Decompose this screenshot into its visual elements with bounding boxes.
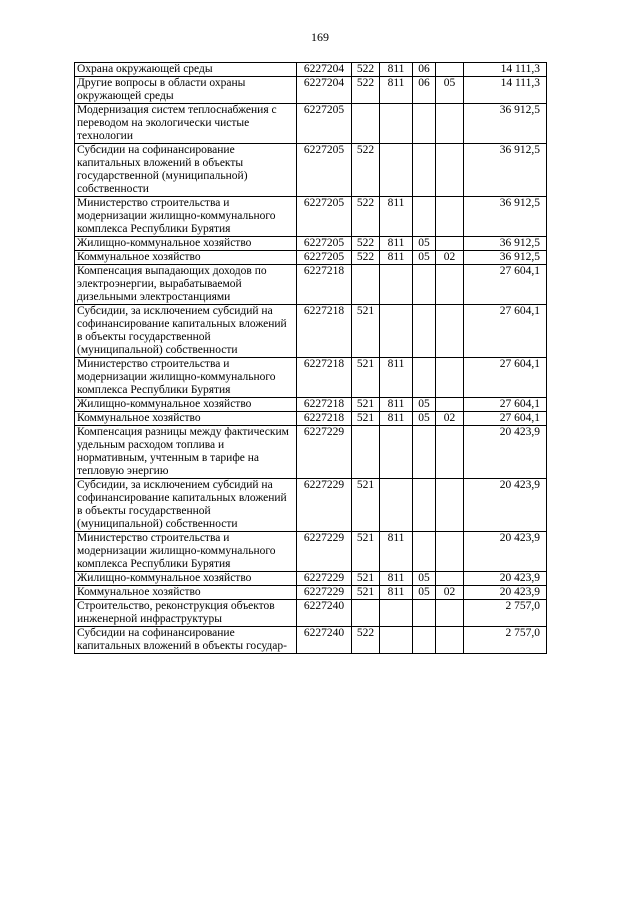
- ministry-code-cell: [380, 426, 413, 479]
- row-name-cell: Жилищно-коммунальное хозяйство: [75, 237, 297, 251]
- section-code-cell: 06: [413, 63, 436, 77]
- page-number: 169: [311, 30, 329, 44]
- table-row: [75, 600, 547, 627]
- expense-type-cell: [352, 600, 380, 627]
- section-code-cell: [413, 532, 436, 572]
- section-code-cell: [413, 197, 436, 237]
- section-code-cell: 05: [413, 251, 436, 265]
- ministry-code-cell: [380, 104, 413, 144]
- amount-cell: 27 604,1: [464, 412, 547, 426]
- ministry-code-cell: 811: [380, 358, 413, 398]
- section-code-cell: 06: [413, 77, 436, 104]
- expense-type-cell: 522: [352, 144, 380, 197]
- target-code-cell: 6227205: [297, 104, 352, 144]
- row-name-cell: Жилищно-коммунальное хозяйство: [75, 398, 297, 412]
- subsection-code-cell: [436, 572, 464, 586]
- target-code-cell: 6227229: [297, 572, 352, 586]
- table-row: [75, 63, 547, 77]
- section-code-cell: [413, 627, 436, 654]
- subsection-code-cell: 02: [436, 586, 464, 600]
- amount-cell: 36 912,5: [464, 144, 547, 197]
- budget-table-body: [75, 63, 547, 654]
- subsection-code-cell: [436, 63, 464, 77]
- row-name-cell: Жилищно-коммунальное хозяйство: [75, 572, 297, 586]
- row-name-cell: Охрана окружающей среды: [75, 63, 297, 77]
- amount-cell: 2 757,0: [464, 627, 547, 654]
- expense-type-cell: 522: [352, 77, 380, 104]
- ministry-code-cell: 811: [380, 572, 413, 586]
- table-row: [75, 627, 547, 654]
- table-row: [75, 426, 547, 479]
- expense-type-cell: [352, 426, 380, 479]
- section-code-cell: [413, 358, 436, 398]
- row-name-cell: Коммунальное хозяйство: [75, 412, 297, 426]
- section-code-cell: [413, 426, 436, 479]
- section-code-cell: [413, 144, 436, 197]
- ministry-code-cell: 811: [380, 251, 413, 265]
- expense-type-cell: 521: [352, 479, 380, 532]
- expense-type-cell: 522: [352, 251, 380, 265]
- table-row: [75, 586, 547, 600]
- row-name-cell: Субсидии, за исключением субсидий на софинансирование капитальных вложений в объекты государственной (муниципальной) собственности: [75, 305, 297, 358]
- ministry-code-cell: 811: [380, 77, 413, 104]
- target-code-cell: 6227229: [297, 479, 352, 532]
- section-code-cell: [413, 305, 436, 358]
- expense-type-cell: 522: [352, 237, 380, 251]
- table-row: [75, 265, 547, 305]
- subsection-code-cell: 02: [436, 412, 464, 426]
- section-code-cell: [413, 104, 436, 144]
- table-row: [75, 251, 547, 265]
- table-row: [75, 144, 547, 197]
- row-name-cell: Компенсация выпадающих доходов по электроэнергии, вырабатываемой дизельными электростанциями: [75, 265, 297, 305]
- ministry-code-cell: 811: [380, 412, 413, 426]
- budget-table: [74, 62, 547, 654]
- subsection-code-cell: [436, 532, 464, 572]
- amount-cell: 2 757,0: [464, 600, 547, 627]
- amount-cell: 27 604,1: [464, 398, 547, 412]
- section-code-cell: [413, 479, 436, 532]
- target-code-cell: 6227204: [297, 63, 352, 77]
- target-code-cell: 6227218: [297, 398, 352, 412]
- row-name-cell: Коммунальное хозяйство: [75, 586, 297, 600]
- ministry-code-cell: 811: [380, 63, 413, 77]
- table-row: [75, 197, 547, 237]
- target-code-cell: 6227218: [297, 265, 352, 305]
- ministry-code-cell: 811: [380, 237, 413, 251]
- ministry-code-cell: [380, 144, 413, 197]
- section-code-cell: 05: [413, 572, 436, 586]
- target-code-cell: 6227218: [297, 305, 352, 358]
- target-code-cell: 6227240: [297, 627, 352, 654]
- section-code-cell: [413, 265, 436, 305]
- target-code-cell: 6227204: [297, 77, 352, 104]
- subsection-code-cell: 02: [436, 251, 464, 265]
- expense-type-cell: 521: [352, 412, 380, 426]
- row-name-cell: Министерство строительства и модернизации жилищно-коммунального комплекса Республики Бурятия: [75, 197, 297, 237]
- ministry-code-cell: [380, 627, 413, 654]
- expense-type-cell: 521: [352, 532, 380, 572]
- target-code-cell: 6227229: [297, 426, 352, 479]
- row-name-cell: Строительство, реконструкция объектов инженерной инфраструктуры: [75, 600, 297, 627]
- subsection-code-cell: [436, 104, 464, 144]
- amount-cell: 36 912,5: [464, 197, 547, 237]
- section-code-cell: 05: [413, 412, 436, 426]
- expense-type-cell: 521: [352, 572, 380, 586]
- amount-cell: 20 423,9: [464, 572, 547, 586]
- target-code-cell: 6227205: [297, 251, 352, 265]
- ministry-code-cell: [380, 600, 413, 627]
- target-code-cell: 6227229: [297, 532, 352, 572]
- amount-cell: 14 111,3: [464, 63, 547, 77]
- row-name-cell: Модернизация систем теплоснабжения с переводом на экологически чистые технологии: [75, 104, 297, 144]
- amount-cell: 20 423,9: [464, 532, 547, 572]
- table-row: [75, 305, 547, 358]
- row-name-cell: Министерство строительства и модернизации жилищно-коммунального комплекса Республики Бурятия: [75, 532, 297, 572]
- table-row: [75, 532, 547, 572]
- subsection-code-cell: [436, 479, 464, 532]
- table-row: [75, 398, 547, 412]
- amount-cell: 27 604,1: [464, 305, 547, 358]
- subsection-code-cell: [436, 627, 464, 654]
- amount-cell: 36 912,5: [464, 104, 547, 144]
- expense-type-cell: 522: [352, 627, 380, 654]
- target-code-cell: 6227218: [297, 358, 352, 398]
- target-code-cell: 6227205: [297, 144, 352, 197]
- target-code-cell: 6227218: [297, 412, 352, 426]
- amount-cell: 20 423,9: [464, 479, 547, 532]
- table-row: [75, 358, 547, 398]
- row-name-cell: Коммунальное хозяйство: [75, 251, 297, 265]
- section-code-cell: [413, 600, 436, 627]
- amount-cell: 36 912,5: [464, 251, 547, 265]
- amount-cell: 20 423,9: [464, 586, 547, 600]
- ministry-code-cell: [380, 305, 413, 358]
- subsection-code-cell: [436, 600, 464, 627]
- amount-cell: 27 604,1: [464, 265, 547, 305]
- table-row: [75, 104, 547, 144]
- subsection-code-cell: [436, 358, 464, 398]
- target-code-cell: 6227205: [297, 237, 352, 251]
- expense-type-cell: 522: [352, 197, 380, 237]
- expense-type-cell: [352, 104, 380, 144]
- expense-type-cell: 521: [352, 305, 380, 358]
- subsection-code-cell: 05: [436, 77, 464, 104]
- target-code-cell: 6227229: [297, 586, 352, 600]
- section-code-cell: 05: [413, 398, 436, 412]
- table-row: [75, 77, 547, 104]
- amount-cell: 20 423,9: [464, 426, 547, 479]
- expense-type-cell: 521: [352, 586, 380, 600]
- ministry-code-cell: [380, 479, 413, 532]
- row-name-cell: Другие вопросы в области охраны окружающей среды: [75, 77, 297, 104]
- section-code-cell: 05: [413, 586, 436, 600]
- subsection-code-cell: [436, 237, 464, 251]
- row-name-cell: Субсидии на софинансирование капитальных вложений в объекты государственной (муниципальной) собственности: [75, 144, 297, 197]
- amount-cell: 14 111,3: [464, 77, 547, 104]
- ministry-code-cell: 811: [380, 586, 413, 600]
- ministry-code-cell: 811: [380, 532, 413, 572]
- subsection-code-cell: [436, 197, 464, 237]
- subsection-code-cell: [436, 265, 464, 305]
- row-name-cell: Компенсация разницы между фактическим удельным расходом топлива и нормативным, учтенным в тарифе на тепловую энергию: [75, 426, 297, 479]
- table-row: [75, 412, 547, 426]
- target-code-cell: 6227240: [297, 600, 352, 627]
- expense-type-cell: 521: [352, 358, 380, 398]
- row-name-cell: Субсидии на софинансирование капитальных вложений в объекты государ-: [75, 627, 297, 654]
- target-code-cell: 6227205: [297, 197, 352, 237]
- expense-type-cell: 522: [352, 63, 380, 77]
- subsection-code-cell: [436, 398, 464, 412]
- ministry-code-cell: 811: [380, 398, 413, 412]
- ministry-code-cell: 811: [380, 197, 413, 237]
- subsection-code-cell: [436, 426, 464, 479]
- row-name-cell: Субсидии, за исключением субсидий на софинансирование капитальных вложений в объекты государственной (муниципальной) собственности: [75, 479, 297, 532]
- table-row: [75, 237, 547, 251]
- amount-cell: 27 604,1: [464, 358, 547, 398]
- subsection-code-cell: [436, 144, 464, 197]
- table-row: [75, 479, 547, 532]
- ministry-code-cell: [380, 265, 413, 305]
- amount-cell: 36 912,5: [464, 237, 547, 251]
- subsection-code-cell: [436, 305, 464, 358]
- section-code-cell: 05: [413, 237, 436, 251]
- table-row: [75, 572, 547, 586]
- expense-type-cell: 521: [352, 398, 380, 412]
- expense-type-cell: [352, 265, 380, 305]
- row-name-cell: Министерство строительства и модернизации жилищно-коммунального комплекса Республики Бурятия: [75, 358, 297, 398]
